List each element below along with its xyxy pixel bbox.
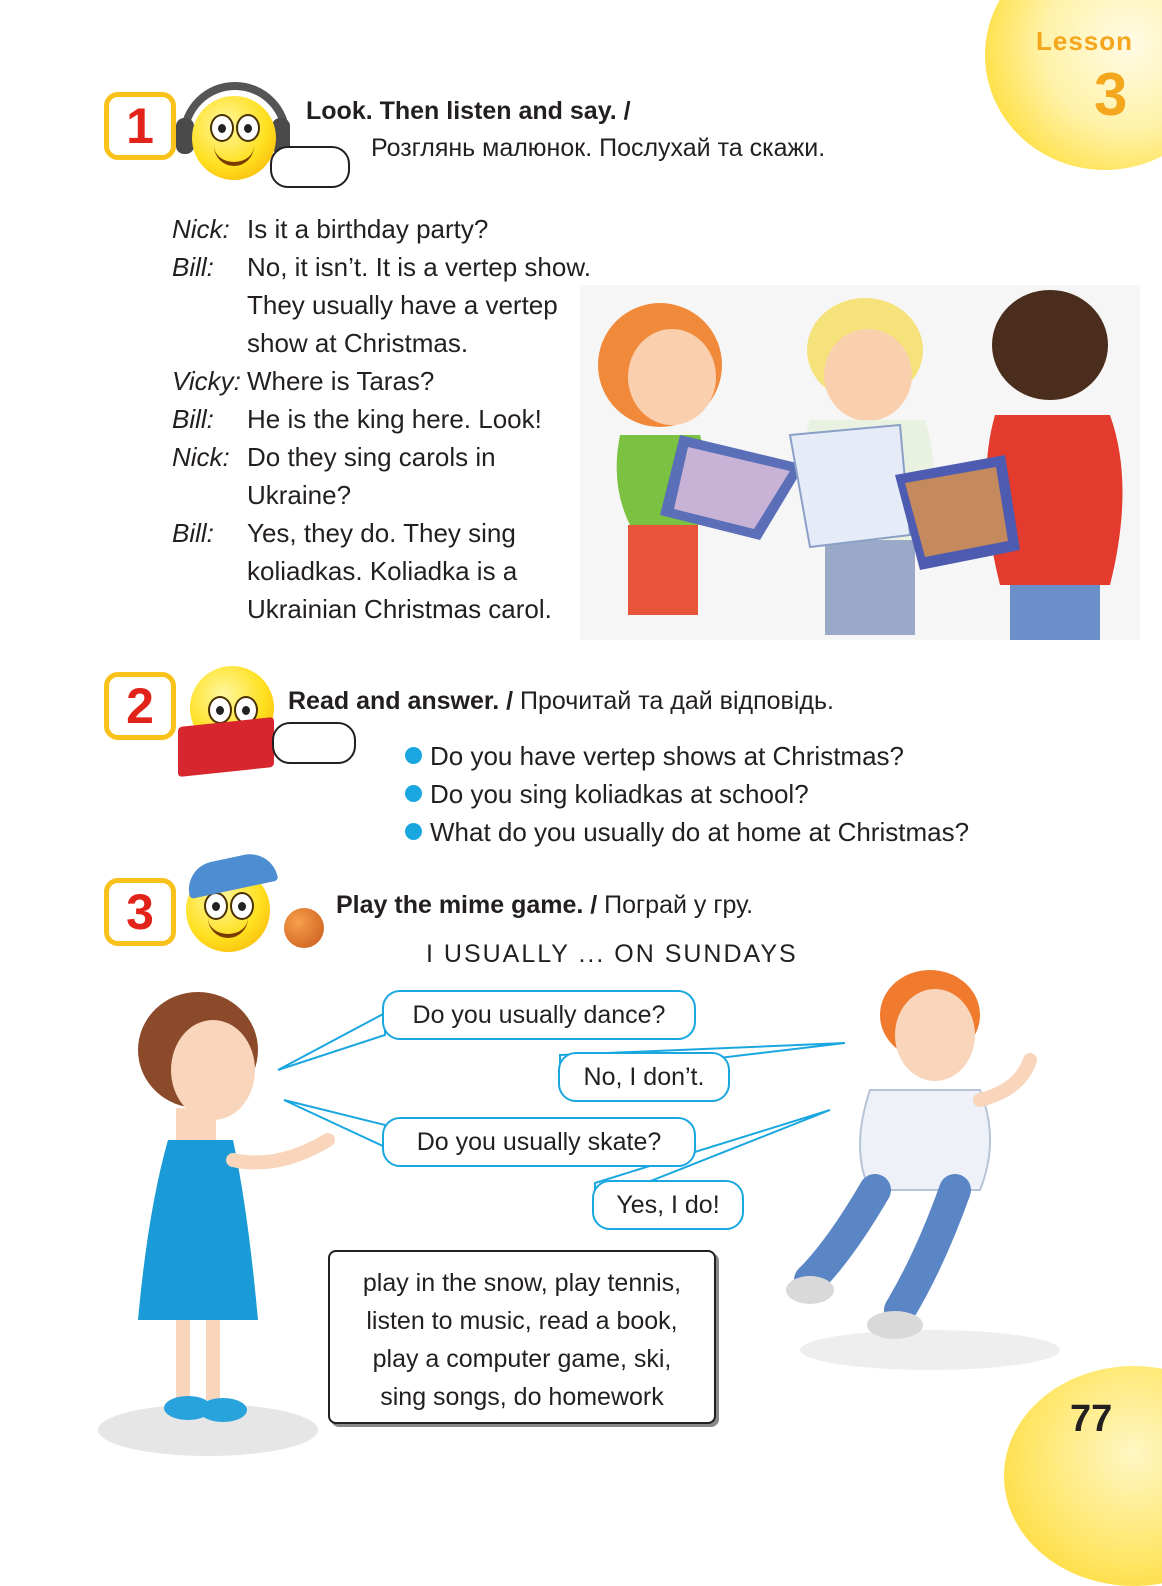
- dialogue-line: No, it isn’t. It is a vertep show.: [247, 252, 591, 282]
- dialogue-line: Ukrainian Christmas carol.: [247, 594, 552, 624]
- dialogue-line: Is it a birthday party?: [247, 214, 489, 244]
- speech-bubble: Yes, I do!: [592, 1180, 744, 1230]
- word-box-line: play a computer game, ski,: [372, 1345, 672, 1373]
- children-with-pictures-illustration: [580, 285, 1140, 640]
- speech-bubble: No, I don’t.: [558, 1052, 730, 1102]
- dialogue-line: They usually have a vertep: [247, 290, 558, 320]
- dialogue-speaker: Nick:: [172, 442, 230, 472]
- game-title: I USUALLY ... ON SUNDAYS: [426, 940, 798, 968]
- question-item: Do you sing koliadkas at school?: [405, 779, 809, 810]
- exercise-2-number: 2: [104, 672, 176, 740]
- speech-bubble: Do you usually skate?: [382, 1117, 696, 1167]
- exercise-1-instruction-en: Look. Then listen and say. /: [306, 97, 631, 125]
- speech-bubble-icon: [272, 722, 356, 764]
- word-box-line: play in the snow, play tennis,: [362, 1269, 682, 1297]
- dialogue-line: koliadkas. Koliadka is a: [247, 556, 518, 586]
- word-box-line: listen to music, read a book,: [366, 1307, 678, 1335]
- dialogue-speaker: Vicky:: [172, 366, 241, 396]
- dialogue-line: Do they sing carols in: [247, 442, 496, 472]
- exercise-3-number: 3: [104, 878, 176, 946]
- dialogue-speaker: Bill:: [172, 404, 214, 434]
- dialogue-line: He is the king here. Look!: [247, 404, 542, 434]
- question-item: What do you usually do at home at Christmas?: [405, 817, 969, 848]
- dialogue-line: show at Christmas.: [247, 328, 469, 358]
- page-number: 77: [1070, 1398, 1113, 1440]
- speech-bubble-icon: [270, 146, 350, 188]
- exercise-3-instruction: Play the mime game. / Пограй у гру.: [336, 891, 754, 919]
- bullet-icon: [405, 747, 422, 764]
- activity-word-box: [328, 1250, 716, 1424]
- dialogue-speaker: Bill:: [172, 252, 214, 282]
- exercise-2-instruction: Read and answer. / Прочитай та дай відповідь.: [288, 687, 834, 715]
- question-item: Do you have vertep shows at Christmas?: [405, 741, 904, 772]
- smiley-icon: [192, 96, 276, 180]
- lesson-label: Lesson: [1036, 26, 1134, 56]
- ball-icon: [284, 908, 324, 948]
- exercise-1-instruction-uk: Розглянь малюнок. Послухай та скажи.: [371, 134, 826, 162]
- dialogue-speaker: Bill:: [172, 518, 214, 548]
- dialogue-line: Ukraine?: [247, 480, 352, 510]
- speech-bubble: Do you usually dance?: [382, 990, 696, 1040]
- dialogue-speaker: Nick:: [172, 214, 230, 244]
- dialogue-line: Where is Taras?: [247, 366, 435, 396]
- bullet-icon: [405, 785, 422, 802]
- lesson-number: 3: [1094, 61, 1128, 128]
- book-icon: [178, 717, 274, 777]
- bullet-icon: [405, 823, 422, 840]
- dialogue-line: Yes, they do. They sing: [247, 518, 516, 548]
- word-box-line: sing songs, do homework: [380, 1383, 664, 1411]
- exercise-1-number: 1: [104, 92, 176, 160]
